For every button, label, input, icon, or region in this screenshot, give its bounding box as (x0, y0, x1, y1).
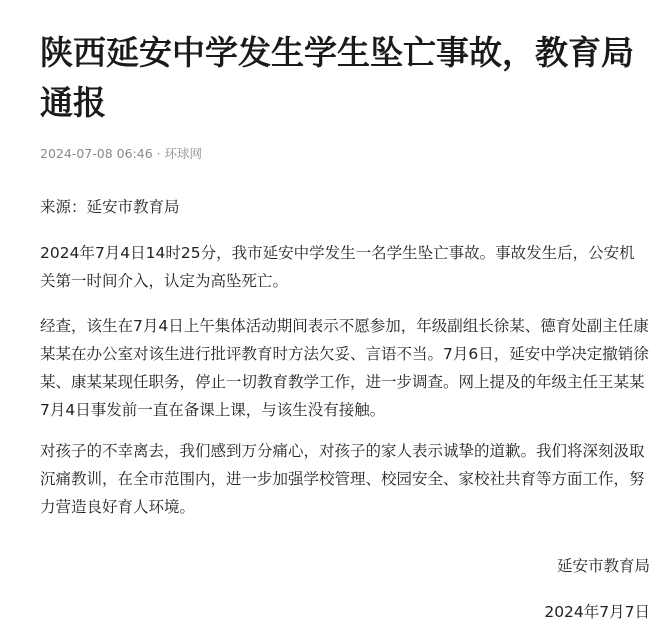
signature-date: 2024年7月7日 (544, 603, 650, 621)
paragraph-incident: 2024年7月4日14时25分，我市延安中学发生一名学生坠亡事故。事故发生后，公安机关第一时间介入，认定为高坠死亡。 (40, 244, 635, 290)
paragraph-apology: 对孩子的不幸离去，我们感到万分痛心，对孩子的家人表示诚挚的道歉。我们将深刻汲取沉痛教训，在全市范围内，进一步加强学校管理、校园安全、家校社共育等方面工作，努力营造良好育人环境。 (40, 442, 645, 516)
paragraph-investigation: 经查，该生在7月4日上午集体活动期间表示不愿参加，年级副组长徐某、德育处副主任康某某在办公室对该生进行批评教育时方法欠妥、言语不当。7月6日，延安中学决定撤销徐某、康某某现任职务，停止一切教育教学工作，进一步调查。网上提及的年级主任王某某7月4日事发前一直在备课上课，与该生没有接触。 (40, 317, 649, 419)
source-line: 来源：延安市教育局 (40, 198, 180, 216)
signature-org: 延安市教育局 (556, 557, 650, 575)
article-title: 陕西延安中学发生学生坠亡事故，教育局通报 (40, 33, 634, 122)
article-meta: 2024-07-08 06:46 · 环球网 (40, 146, 203, 161)
